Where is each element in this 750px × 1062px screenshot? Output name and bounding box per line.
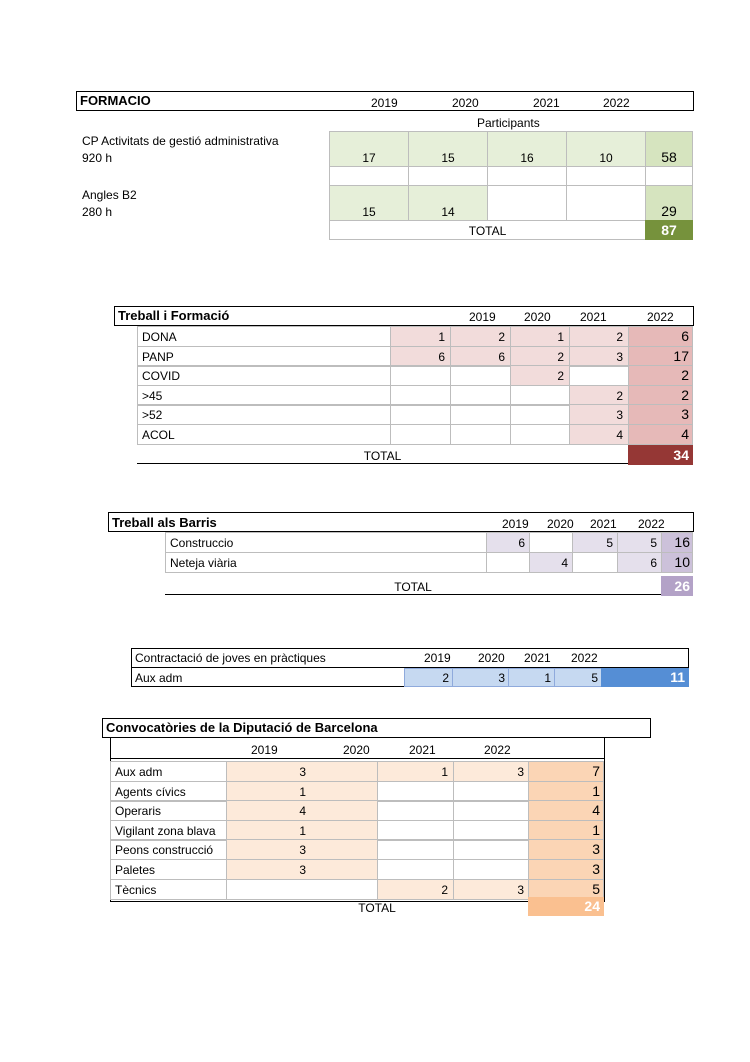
- tf-row-label: COVID: [142, 369, 181, 383]
- tf-row-label: ACOL: [142, 428, 175, 442]
- dip-value: 1: [441, 765, 448, 779]
- tf-row-label: DONA: [142, 330, 177, 344]
- formacio-value: 14: [441, 205, 455, 219]
- dip-cell: [226, 879, 378, 900]
- dip-value: 3: [299, 765, 306, 779]
- dip-cell: [377, 820, 454, 841]
- tf-title: Treball i Formació: [118, 308, 230, 323]
- formacio-value: 15: [441, 151, 455, 165]
- dip-row-label: Paletes: [115, 863, 156, 877]
- formacio-course-total: 29: [661, 203, 677, 219]
- tb-cell: [572, 552, 618, 573]
- tf-cell: [510, 385, 570, 406]
- dip-value: 4: [299, 804, 306, 818]
- dip-row-total: 3: [592, 841, 600, 857]
- dip-cell: [453, 859, 529, 880]
- joves-title: Contractació de joves en pràctiques: [135, 651, 326, 665]
- tf-cell: [450, 404, 511, 425]
- tf-value: 2: [616, 330, 623, 344]
- dip-year-header: 2021: [409, 743, 436, 757]
- dip-value: 3: [299, 863, 306, 877]
- dip-row-label: Operaris: [115, 804, 162, 818]
- tf-cell: [450, 365, 511, 386]
- formacio-year-header: 2022: [603, 96, 630, 110]
- dip-cell: [377, 839, 454, 860]
- tf-cell: [390, 424, 451, 445]
- dip-cell: [377, 781, 454, 802]
- course-name: CP Activitats de gestió administrativa: [82, 134, 279, 148]
- dip-cell: [377, 800, 454, 821]
- dip-value: 3: [299, 843, 306, 857]
- tf-row-total: 2: [681, 367, 689, 383]
- dip-cell: [453, 820, 529, 841]
- tf-cell: [510, 404, 570, 425]
- joves-value: 5: [591, 671, 598, 685]
- formacio-cell: [487, 185, 567, 221]
- tf-cell: [450, 385, 511, 406]
- tb-value: 6: [518, 536, 525, 550]
- dip-row-label: Peons construcció: [115, 843, 214, 857]
- formacio-blank-cell: [487, 166, 567, 186]
- tf-value: 6: [438, 350, 445, 364]
- tf-cell: [450, 424, 511, 445]
- tb-year-header: 2022: [638, 517, 665, 531]
- formacio-cell: [566, 185, 646, 221]
- tf-label-cell: [137, 385, 391, 406]
- tf-year-header: 2021: [580, 310, 607, 324]
- joves-value: 1: [544, 671, 551, 685]
- formacio-year-header: 2020: [452, 96, 479, 110]
- diputacio-section: [0, 712, 750, 922]
- formacio-blank-cell: [566, 166, 646, 186]
- joves-section: [0, 640, 750, 690]
- formacio-value: 16: [520, 151, 534, 165]
- joves-total: 11: [670, 669, 685, 685]
- joves-year-header: 2019: [424, 651, 451, 665]
- dip-value: 1: [299, 824, 306, 838]
- tf-row-total: 3: [681, 406, 689, 422]
- joves-row-label: Aux adm: [135, 671, 183, 685]
- dip-row-label: Vigilant zona blava: [115, 824, 216, 838]
- dip-row-total: 3: [592, 861, 600, 877]
- formacio-section: [0, 0, 750, 250]
- dip-year-header: 2020: [343, 743, 370, 757]
- treball-barris-section: [0, 505, 750, 605]
- tb-value: 5: [650, 536, 657, 550]
- joves-year-header: 2020: [478, 651, 505, 665]
- tb-row-total: 10: [674, 554, 690, 570]
- course-hours: 280 h: [82, 205, 113, 219]
- formacio-blank-cell: [329, 166, 409, 186]
- joves-value: 3: [498, 671, 505, 685]
- dip-row-label: Aux adm: [115, 765, 163, 779]
- dip-row-label: Agents cívics: [115, 785, 186, 799]
- tf-row-total: 17: [673, 348, 689, 364]
- tf-value: 2: [557, 369, 564, 383]
- formacio-course-total: 58: [661, 149, 677, 165]
- dip-cell: [453, 781, 529, 802]
- dip-cell: [453, 800, 529, 821]
- tf-cell: [390, 404, 451, 425]
- tb-value: 6: [650, 556, 657, 570]
- tf-label-cell: [137, 346, 391, 367]
- dip-value: 3: [517, 765, 524, 779]
- tb-year-header: 2019: [502, 517, 529, 531]
- tf-cell: [390, 365, 451, 386]
- tf-cell: [569, 365, 629, 386]
- formacio-title: FORMACIO: [80, 93, 151, 108]
- formacio-grand-total: 87: [661, 222, 677, 238]
- tf-row-total: 2: [681, 387, 689, 403]
- dip-row-label: Tècnics: [115, 883, 157, 897]
- joves-value: 2: [442, 671, 449, 685]
- formacio-year-header: 2019: [371, 96, 398, 110]
- dip-header-line: [110, 758, 605, 759]
- tf-row-label: >52: [142, 408, 163, 422]
- course-hours: 920 h: [82, 151, 113, 165]
- dip-cell: [377, 859, 454, 880]
- tf-value: 3: [616, 350, 623, 364]
- tb-grand-total: 26: [674, 578, 690, 594]
- dip-year-header: 2022: [484, 743, 511, 757]
- tf-cell: [510, 424, 570, 445]
- tf-value: 2: [616, 389, 623, 403]
- tf-value: 1: [557, 330, 564, 344]
- dip-title: Convocatòries de la Diputació de Barcelona: [106, 720, 378, 735]
- course-name: Angles B2: [82, 188, 137, 202]
- tb-total-label: TOTAL: [394, 580, 432, 594]
- tf-row-total: 4: [681, 426, 689, 442]
- tb-year-header: 2020: [547, 517, 574, 531]
- dip-row-total: 7: [592, 763, 600, 779]
- dip-value: 3: [517, 883, 524, 897]
- tf-year-header: 2022: [647, 310, 674, 324]
- formacio-value: 15: [362, 205, 376, 219]
- tf-row-label: PANP: [142, 350, 174, 364]
- tf-value: 4: [616, 428, 623, 442]
- tf-value: 2: [498, 330, 505, 344]
- tf-value: 3: [616, 408, 623, 422]
- tb-value: 4: [561, 556, 568, 570]
- formacio-year-header: 2021: [533, 96, 560, 110]
- tf-total-label: TOTAL: [363, 449, 402, 463]
- tf-label-cell: [137, 424, 391, 445]
- tf-value: 6: [498, 350, 505, 364]
- tb-total-line: [165, 594, 661, 595]
- tf-year-header: 2020: [524, 310, 551, 324]
- dip-value: 2: [441, 883, 448, 897]
- participants-label: Participants: [477, 116, 540, 130]
- formacio-blank-cell: [645, 166, 693, 186]
- formacio-value: 10: [599, 151, 613, 165]
- dip-row-total: 4: [592, 802, 600, 818]
- joves-year-header: 2021: [524, 651, 551, 665]
- formacio-blank-cell: [408, 166, 488, 186]
- tf-year-header: 2019: [469, 310, 496, 324]
- formacio-total-label: TOTAL: [468, 224, 507, 238]
- tf-grand-total: 34: [673, 447, 689, 463]
- dip-row-total: 1: [592, 822, 600, 838]
- dip-year-header: 2019: [251, 743, 278, 757]
- dip-row-total: 5: [592, 881, 600, 897]
- formacio-value: 17: [362, 151, 376, 165]
- tf-cell: [390, 385, 451, 406]
- dip-cell: [453, 839, 529, 860]
- tb-year-header: 2021: [590, 517, 617, 531]
- tf-value: 1: [438, 330, 445, 344]
- tb-title: Treball als Barris: [112, 515, 217, 530]
- tf-row-total: 6: [681, 328, 689, 344]
- tb-value: 5: [606, 536, 613, 550]
- tb-row-label: Neteja viària: [170, 556, 237, 570]
- dip-row-total: 1: [592, 783, 600, 799]
- tb-row-total: 16: [674, 534, 690, 550]
- tf-total-line: [137, 463, 628, 464]
- dip-grand-total: 24: [584, 898, 600, 914]
- joves-year-header: 2022: [571, 651, 598, 665]
- tb-cell: [486, 552, 530, 573]
- treball-formacio-section: [0, 300, 750, 470]
- dip-total-label: TOTAL: [358, 901, 396, 915]
- tb-row-label: Construccio: [170, 536, 234, 550]
- dip-value: 1: [299, 785, 306, 799]
- tb-cell: [529, 532, 573, 553]
- tf-value: 2: [557, 350, 564, 364]
- tf-label-cell: [137, 404, 391, 425]
- tf-row-label: >45: [142, 389, 163, 403]
